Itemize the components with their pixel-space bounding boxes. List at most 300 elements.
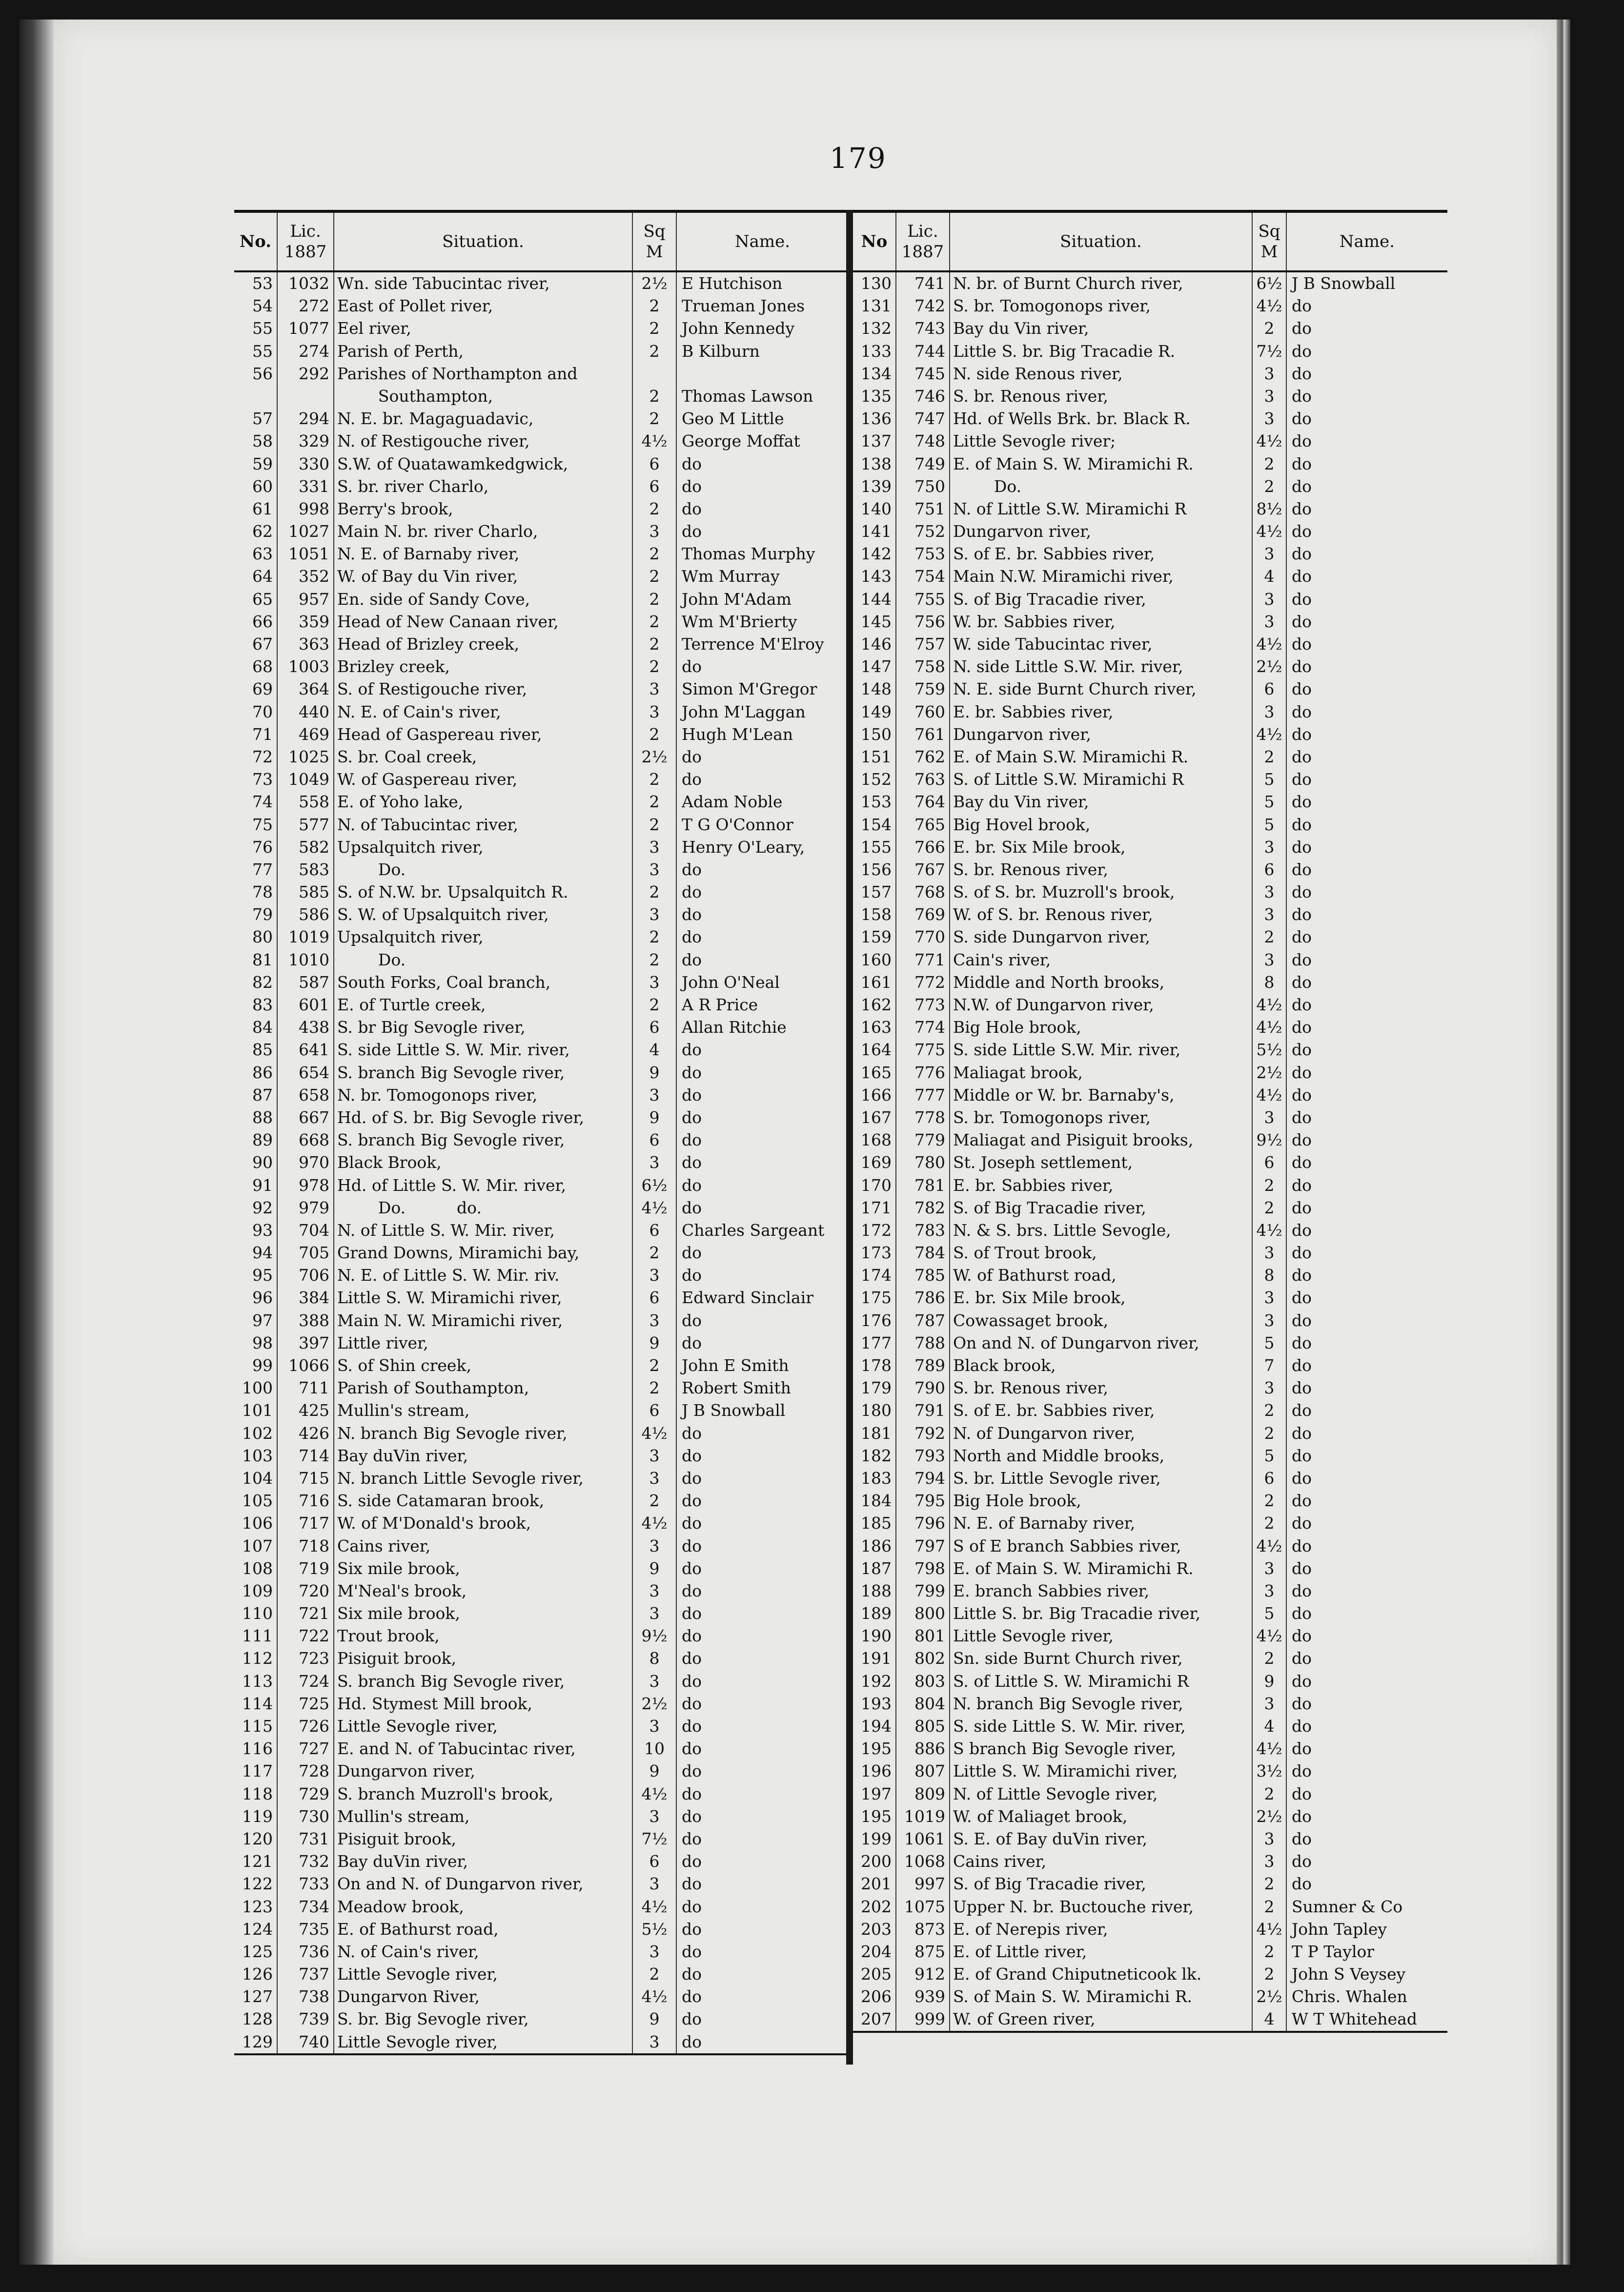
row-number: 124 (242, 1919, 273, 1939)
square-miles-cell: 3 (1252, 701, 1286, 723)
license-number: 807 (896, 1760, 950, 1782)
license-number: 794 (896, 1467, 950, 1490)
row-number: 147 (861, 657, 892, 676)
license-number: 717 (277, 1512, 334, 1535)
license-number: 469 (277, 723, 334, 746)
row-number: 70 (252, 702, 273, 721)
license-number: 742 (896, 295, 950, 317)
licensee-name-cell: George Moffat (676, 430, 848, 452)
square-miles-cell: 2 (632, 1377, 676, 1399)
square-miles-cell: 2 (632, 1490, 676, 1512)
situation-cell: E. of Bathurst road, (334, 1918, 632, 1941)
licensee-name-cell: do (1286, 678, 1447, 700)
license-number: 745 (896, 363, 950, 385)
header-no: No. (234, 211, 277, 271)
square-miles-cell: 6 (632, 453, 676, 475)
license-number: 719 (277, 1557, 334, 1580)
license-number: 873 (896, 1918, 950, 1941)
square-miles-cell: 2 (1252, 1963, 1286, 1985)
situation-cell: S. branch Big Sevogle river, (334, 1129, 632, 1151)
license-number: 800 (896, 1602, 950, 1625)
row-number: 56 (252, 364, 273, 383)
license-number: 757 (896, 633, 950, 655)
row-number: 75 (252, 815, 273, 834)
square-miles-cell: 7½ (632, 1828, 676, 1850)
situation-cell: Do. (334, 859, 632, 881)
licensee-name-cell: do (1286, 1039, 1447, 1061)
square-miles-cell: 6 (632, 1016, 676, 1039)
square-miles-cell: 5 (1252, 1445, 1286, 1467)
table-row (853, 1422, 1447, 1445)
square-miles-cell: 3 (1252, 1106, 1286, 1129)
table-row (853, 340, 1447, 363)
table-row (234, 1896, 848, 1918)
square-miles-cell: 4½ (632, 1197, 676, 1219)
row-number: 167 (861, 1107, 892, 1127)
square-miles-cell: 2 (632, 633, 676, 655)
row-number: 55 (252, 341, 273, 361)
row-number: 191 (861, 1649, 892, 1668)
situation-cell: N. of Little S.W. Miramichi R (950, 498, 1252, 520)
square-miles-cell: 3 (632, 1445, 676, 1467)
table-row (853, 1445, 1447, 1467)
licensee-name-cell: do (676, 475, 848, 498)
situation-cell: S. br Big Sevogle river, (334, 1016, 632, 1039)
square-miles-cell: 8 (1252, 1264, 1286, 1287)
license-number: 722 (277, 1625, 334, 1647)
row-number: 91 (252, 1175, 273, 1195)
table-row (234, 1062, 848, 1084)
licensee-name-cell: do (676, 2008, 848, 2030)
table-row (234, 971, 848, 994)
square-miles-cell: 3 (632, 1310, 676, 1332)
table-row (234, 1084, 848, 1106)
table-row (853, 859, 1447, 881)
row-number: 107 (242, 1536, 273, 1555)
situation-cell: Hd. of Little S. W. Mir. river, (334, 1174, 632, 1197)
table-row (853, 814, 1447, 836)
table-row (853, 1580, 1447, 1602)
licensee-name-cell: do (676, 1310, 848, 1332)
licensee-name-cell: Trueman Jones (676, 295, 848, 317)
table-row (234, 1760, 848, 1782)
situation-cell: N. br. Tomogonops river, (334, 1084, 632, 1106)
situation-cell: E. br. Six Mile brook, (950, 836, 1252, 859)
licensee-name-cell: do (1286, 1850, 1447, 1873)
license-number: 294 (277, 408, 334, 430)
license-number: 998 (277, 498, 334, 520)
square-miles-cell: 3 (1252, 836, 1286, 859)
square-miles-cell: 2 (1252, 1941, 1286, 1963)
license-number: 1032 (277, 271, 334, 295)
square-miles-cell: 9 (632, 2008, 676, 2030)
square-miles-cell: 5 (1252, 1332, 1286, 1354)
row-number: 77 (252, 860, 273, 879)
situation-cell: Southampton, (334, 385, 632, 408)
situation-cell: Do. do. (334, 1197, 632, 1219)
license-number: 352 (277, 565, 334, 588)
square-miles-cell: 5 (1252, 1602, 1286, 1625)
situation-cell: S. br. river Charlo, (334, 475, 632, 498)
license-number: 793 (896, 1445, 950, 1467)
square-miles-cell: 4½ (632, 1896, 676, 1918)
license-number: 735 (277, 1918, 334, 1941)
square-miles-cell: 9 (632, 1760, 676, 1782)
licensee-name-cell: do (1286, 836, 1447, 859)
row-number: 133 (861, 341, 892, 361)
row-number: 90 (252, 1153, 273, 1172)
licensee-name-cell: do (1286, 1535, 1447, 1557)
table-row (234, 1377, 848, 1399)
license-number: 797 (896, 1535, 950, 1557)
table-row (234, 859, 848, 881)
header-no: No (853, 211, 896, 271)
situation-cell: Pisiguit brook, (334, 1647, 632, 1670)
license-number: 364 (277, 678, 334, 700)
square-miles-cell (632, 363, 676, 385)
row-number: 103 (242, 1446, 273, 1465)
table-row (853, 295, 1447, 317)
row-number: 141 (861, 522, 892, 541)
row-number: 195 (861, 1739, 892, 1759)
square-miles-cell: 2 (1252, 475, 1286, 498)
square-miles-cell: 3 (1252, 611, 1286, 633)
header-sq: Sq (643, 222, 666, 241)
header-sq: Sq (1258, 222, 1280, 241)
licensee-name-cell: do (1286, 543, 1447, 565)
row-number: 166 (861, 1085, 892, 1105)
table-row (234, 475, 848, 498)
license-number: 359 (277, 611, 334, 633)
header-m: M (646, 242, 663, 262)
situation-cell: S. branch Muzroll's brook, (334, 1783, 632, 1805)
situation-cell: S. of Big Tracadie river, (950, 588, 1252, 611)
situation-cell: N. E. br. Magaguadavic, (334, 408, 632, 430)
row-number: 140 (861, 499, 892, 518)
row-number: 79 (252, 905, 273, 924)
license-number: 758 (896, 655, 950, 678)
row-number: 155 (861, 837, 892, 857)
licensee-name-cell: do (1286, 498, 1447, 520)
header-situation: Situation. (950, 211, 1252, 271)
table-row (234, 903, 848, 926)
licensee-name-cell: B Kilburn (676, 340, 848, 363)
situation-cell: Cowassaget brook, (950, 1310, 1252, 1332)
licensee-name-cell: do (1286, 1332, 1447, 1354)
situation-cell: Wn. side Tabucintac river, (334, 271, 632, 295)
licensee-name-cell: Wm Murray (676, 565, 848, 588)
square-miles-cell: 3 (1252, 1377, 1286, 1399)
table-row (234, 1535, 848, 1557)
license-number: 440 (277, 701, 334, 723)
right-header-row (853, 211, 1447, 271)
table-row (853, 1377, 1447, 1399)
row-number: 186 (861, 1536, 892, 1555)
license-number: 970 (277, 1151, 334, 1174)
square-miles-cell: 2 (1252, 746, 1286, 768)
square-miles-cell: 6 (632, 475, 676, 498)
situation-cell: Hd. of S. br. Big Sevogle river, (334, 1106, 632, 1129)
licensee-name-cell: do (1286, 791, 1447, 813)
situation-cell: S. of Main S. W. Miramichi R. (950, 1985, 1252, 2008)
licensee-name-cell: Wm M'Brierty (676, 611, 848, 633)
license-number: 397 (277, 1332, 334, 1354)
square-miles-cell: 2 (632, 1963, 676, 1985)
license-number: 1010 (277, 949, 334, 971)
licensee-name-cell: do (676, 746, 848, 768)
table-row (853, 498, 1447, 520)
square-miles-cell: 9 (632, 1332, 676, 1354)
license-number: 798 (896, 1557, 950, 1580)
square-miles-cell: 3 (632, 1670, 676, 1693)
row-number: 99 (252, 1356, 273, 1375)
table-row (234, 1129, 848, 1151)
license-number: 796 (896, 1512, 950, 1535)
licensee-name-cell: do (1286, 701, 1447, 723)
situation-cell: Grand Downs, Miramichi bay, (334, 1242, 632, 1264)
licensee-name-cell: Chris. Whalen (1286, 1985, 1447, 2008)
licensee-name-cell: do (1286, 430, 1447, 452)
licensee-name-cell: do (676, 1129, 848, 1151)
row-number: 146 (861, 634, 892, 654)
license-number: 711 (277, 1377, 334, 1399)
header-sq-m (1252, 211, 1286, 271)
table-row (853, 768, 1447, 791)
license-number: 558 (277, 791, 334, 813)
license-number: 780 (896, 1151, 950, 1174)
licensee-name-cell: do (676, 1106, 848, 1129)
license-number: 764 (896, 791, 950, 813)
licensee-name-cell: John M'Laggan (676, 701, 848, 723)
license-number: 978 (277, 1174, 334, 1197)
square-miles-cell: 4½ (1252, 1625, 1286, 1647)
header-name: Name. (1286, 211, 1447, 271)
license-number: 792 (896, 1422, 950, 1445)
situation-cell: Dungarvon river, (950, 520, 1252, 543)
license-number: 654 (277, 1062, 334, 1084)
licensee-name-cell: do (1286, 565, 1447, 588)
table-row (853, 1287, 1447, 1309)
square-miles-cell: 5 (1252, 768, 1286, 791)
row-number: 101 (242, 1401, 273, 1420)
license-number: 726 (277, 1715, 334, 1738)
license-number: 782 (896, 1197, 950, 1219)
license-number: 721 (277, 1602, 334, 1625)
square-miles-cell: 2 (632, 791, 676, 813)
license-number: 274 (277, 340, 334, 363)
situation-cell: On and N. of Dungarvon river, (334, 1873, 632, 1895)
table-row (234, 655, 848, 678)
row-number: 172 (861, 1220, 892, 1240)
book-binding-shadow (20, 20, 54, 2265)
table-row (853, 588, 1447, 611)
situation-cell: Six mile brook, (334, 1557, 632, 1580)
row-number: 53 (252, 274, 273, 293)
square-miles-cell: 2 (632, 949, 676, 971)
table-row (234, 926, 848, 948)
situation-cell: S branch Big Sevogle river, (950, 1738, 1252, 1760)
row-number: 137 (861, 431, 892, 451)
situation-cell: S. br. Big Sevogle river, (334, 2008, 632, 2030)
license-number: 641 (277, 1039, 334, 1061)
licensee-name-cell: do (1286, 1490, 1447, 1512)
situation-cell: Bay duVin river, (334, 1850, 632, 1873)
square-miles-cell: 4½ (1252, 1084, 1286, 1106)
license-number: 1019 (277, 926, 334, 948)
table-row (234, 588, 848, 611)
row-number: 78 (252, 882, 273, 902)
table-row (234, 1287, 848, 1309)
license-number: 733 (277, 1873, 334, 1895)
license-number: 668 (277, 1129, 334, 1151)
table-row (853, 1602, 1447, 1625)
row-number: 98 (252, 1333, 273, 1352)
row-number: 183 (861, 1468, 892, 1488)
header-lic (896, 211, 950, 271)
row-number: 158 (861, 905, 892, 924)
situation-cell: N. of Little S. W. Mir. river, (334, 1219, 632, 1242)
license-number: 737 (277, 1963, 334, 1985)
table-row (853, 1197, 1447, 1219)
table-row (853, 1219, 1447, 1242)
licensee-name-cell: do (676, 1490, 848, 1512)
square-miles-cell: 4½ (632, 430, 676, 452)
square-miles-cell: 3 (1252, 363, 1286, 385)
situation-cell: S. side Little S. W. Mir. river, (950, 1715, 1252, 1738)
situation-cell: N. br. of Burnt Church river, (950, 271, 1252, 295)
situation-cell: W. of Bay du Vin river, (334, 565, 632, 588)
right-table-wrap (853, 210, 1447, 2033)
situation-cell: Maliagat brook, (950, 1062, 1252, 1084)
situation-cell: E. br. Sabbies river, (950, 1174, 1252, 1197)
licensee-name-cell: do (1286, 971, 1447, 994)
square-miles-cell: 3 (1252, 949, 1286, 971)
license-number: 1061 (896, 1828, 950, 1850)
license-number: 577 (277, 814, 334, 836)
licensee-name-cell: do (1286, 1828, 1447, 1850)
license-number: 766 (896, 836, 950, 859)
licensee-name-cell: do (676, 1535, 848, 1557)
row-number: 110 (242, 1604, 273, 1623)
square-miles-cell: 2½ (1252, 655, 1286, 678)
square-miles-cell: 4 (1252, 2008, 1286, 2031)
licensee-name-cell: Henry O'Leary, (676, 836, 848, 859)
licensee-name-cell: Sumner & Co (1286, 1896, 1447, 1918)
table-row (853, 1941, 1447, 1963)
square-miles-cell: 8½ (1252, 498, 1286, 520)
square-miles-cell: 3 (632, 1941, 676, 1963)
license-number: 1066 (277, 1354, 334, 1377)
header-lic-label: Lic. (290, 222, 321, 241)
row-number: 67 (252, 634, 273, 654)
licensee-name-cell: do (676, 949, 848, 971)
table-row (234, 1106, 848, 1129)
license-number: 743 (896, 317, 950, 340)
square-miles-cell: 9 (1252, 1670, 1286, 1693)
licensee-name-cell: Allan Ritchie (676, 1016, 848, 1039)
license-number: 777 (896, 1084, 950, 1106)
table-row (853, 1039, 1447, 1061)
licensee-name-cell: do (1286, 317, 1447, 340)
table-row (853, 1896, 1447, 1918)
square-miles-cell: 9 (632, 1106, 676, 1129)
row-number: 138 (861, 454, 892, 473)
row-number: 161 (861, 972, 892, 992)
row-number: 184 (861, 1491, 892, 1511)
license-number: 363 (277, 633, 334, 655)
table-row (853, 881, 1447, 903)
row-number: 125 (242, 1942, 273, 1961)
table-row (234, 1174, 848, 1197)
row-number: 66 (252, 612, 273, 631)
table-row (234, 1264, 848, 1287)
situation-cell: N. branch Little Sevogle river, (334, 1467, 632, 1490)
licensee-name-cell: do (1286, 1151, 1447, 1174)
situation-cell: Main N. W. Miramichi river, (334, 1310, 632, 1332)
license-number: 809 (896, 1783, 950, 1805)
situation-cell: E. of Little river, (950, 1941, 1252, 1963)
licensee-name-cell: John Kennedy (676, 317, 848, 340)
license-number: 384 (277, 1287, 334, 1309)
header-lic-year: 1887 (901, 242, 944, 262)
situation-cell: S. branch Big Sevogle river, (334, 1062, 632, 1084)
situation-cell: S. of Restigouche river, (334, 678, 632, 700)
table-row (234, 1557, 848, 1580)
licensee-name-cell: do (676, 1647, 848, 1670)
row-number: 84 (252, 1018, 273, 1037)
square-miles-cell: 2½ (1252, 1062, 1286, 1084)
square-miles-cell: 3 (632, 1602, 676, 1625)
licensee-name-cell: Robert Smith (676, 1377, 848, 1399)
license-number: 787 (896, 1310, 950, 1332)
table-row (853, 1918, 1447, 1941)
licensee-name-cell: Hugh M'Lean (676, 723, 848, 746)
license-number: 790 (896, 1377, 950, 1399)
license-number: 734 (277, 1896, 334, 1918)
row-number: 59 (252, 454, 273, 473)
row-number: 86 (252, 1063, 273, 1082)
row-number: 148 (861, 679, 892, 699)
square-miles-cell: 2 (632, 723, 676, 746)
table-row (234, 1715, 848, 1738)
license-number: 724 (277, 1670, 334, 1693)
license-number: 330 (277, 453, 334, 475)
situation-cell: Parishes of Northampton and (334, 363, 632, 385)
situation-cell: Little S. W. Miramichi river, (334, 1287, 632, 1309)
license-number: 799 (896, 1580, 950, 1602)
license-number: 785 (896, 1264, 950, 1287)
table-row (853, 1828, 1447, 1850)
licensee-name-cell: John Tapley (1286, 1918, 1447, 1941)
licensee-name-cell: do (1286, 475, 1447, 498)
square-miles-cell: 4½ (1252, 633, 1286, 655)
licensee-name-cell: J B Snowball (676, 1399, 848, 1422)
square-miles-cell: 4½ (1252, 520, 1286, 543)
situation-cell: N. E. of Little S. W. Mir. riv. (334, 1264, 632, 1287)
table-row (853, 271, 1447, 295)
row-number: 196 (861, 1761, 892, 1781)
row-number (234, 385, 277, 408)
row-number: 62 (252, 522, 273, 541)
license-number: 784 (896, 1242, 950, 1264)
table-row (234, 363, 848, 385)
table-row (853, 949, 1447, 971)
table-row (234, 453, 848, 475)
license-number: 1068 (896, 1850, 950, 1873)
row-number: 159 (861, 927, 892, 947)
license-number: 776 (896, 1062, 950, 1084)
row-number: 193 (861, 1694, 892, 1713)
